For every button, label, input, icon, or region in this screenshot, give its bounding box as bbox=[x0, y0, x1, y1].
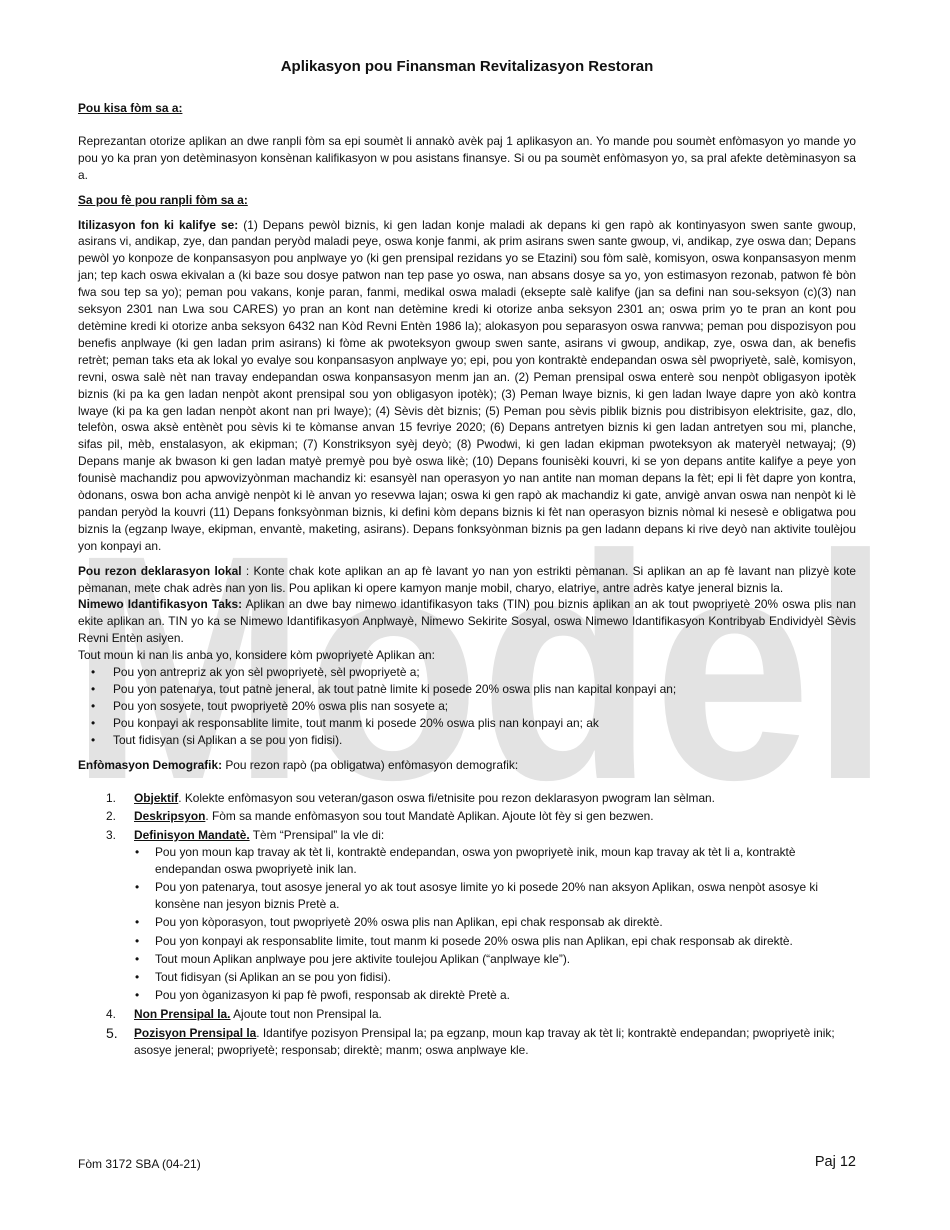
list-item bbox=[78, 808, 856, 825]
item-label: Definisyon Mandatè. bbox=[134, 827, 250, 842]
purpose-heading: Pou kisa fòm sa a: bbox=[78, 101, 183, 115]
location-paragraph bbox=[78, 563, 856, 597]
owners-list bbox=[78, 664, 856, 749]
eligible-uses-paragraph bbox=[78, 217, 856, 555]
form-id: Fòm 3172 SBA (04-21) bbox=[78, 1157, 201, 1171]
list-item bbox=[78, 827, 856, 1004]
owners-intro: Tout moun ki nan lis anba yo, konsidere kòm pwopriyetè Aplikan an: bbox=[78, 648, 435, 663]
watermark-text: Model bbox=[70, 520, 890, 820]
item-number: 5. bbox=[106, 1024, 118, 1041]
list-item: • Tout moun Aplikan anplwaye pou jere aktivite toulejou Aplikan (“anplwaye kle”). bbox=[155, 951, 856, 968]
page-number: Paj 12 bbox=[814, 1154, 856, 1170]
list-item: • Pou yon konpayi ak responsablite limite, tout manm ki posede 20% oswa plis nan Aplikan, epi chak responsab ak direktè. bbox=[155, 933, 856, 950]
tin-label: Nimewo Idantifikasyon Taks: bbox=[78, 597, 243, 612]
item-number: 4. bbox=[106, 1007, 116, 1022]
list-item: • Pou yon antrepriz ak yon sèl pwopriyetè, sèl pwopriyetè a; bbox=[113, 664, 856, 681]
list-item: • Pou yon patenarya, tout asosye jeneral yo ak tout asosye limite yo ki posede 20% nan aksyon Aplikan, oswa nenpòt asosye ki konsène nan jesyon biznis Pretè a. bbox=[155, 879, 856, 913]
eligible-uses-text: (1) Depans pewòl biznis, ki gen ladan konje maladi ak depans ki gen rapò ak kontinyasyon swen sante gwoup, asirans vi, andikap, zye, dan pandan peryòd maladi peye, oswa konje fanmi, ak prim asirans swen sante gwoup, vi, andikap, zye oswa dan; Depans pewòl yo konpoze de konpansasyon pou anplwaye yo (ki gen prensipal rezidans yo se Etazini) sou fòm salè, komisyon, oswa konpansasyon menm jan; tep kach oswa ekivalan a (ki baze sou dosye patwon nan tep pase yo oswa, nan absans dosye sa yo, yon estimasyon rezonab, patwon fè bòn fwa sou tep sa yo); peman pou vakans, konje paran, fanmi, medikal oswa maladi (eksepte salè kalifye (jan sa defini nan sou-seksyon (c)(3) nan seksyon 2301 nan Lwa sou CARES) yo pran an kont nan detèmine kredi ki otorize anba seksyon 2301 an; oswa prim yo te pran an kont pou detèmine kredi ki otorize anba seksyon 6432 nan Kòd Revni Entèn 1986 la); alokasyon pou separasyon oswa ranvwa; peman pou dispozisyon pou benefis anplwaye (ki gen ladan prim asirans) ki fòme ak pwoteksyon gwoup swen sante, asirans vi gwoup, andikap, zye, oswa dan, ak benefis retrèt; peman taks eta ak lokal yo evalye sou konpansasyon anplwaye yo; epi, pou yon kontraktè endepandan oswa sèl pwopriyetè, salè, komisyon, revni, oswa salè nèt nan travay endepandan oswa konpansasyon menm jan an. (2) Peman prensipal oswa enterè sou nenpòt obligasyon ipotèk biznis (ki pa ka gen ladan nenpòt akont prensipal sou yon obligasyon ipotèk); (3) Peman lwaye biznis, ki gen ladan lwaye dapre yon akò kontra lwaye (ki pa ka gen ladan nenpòt akont nan pri lwaye); (4) Sèvis dèt biznis; (5) Peman pou sèvis piblik biznis pou distribisyon elektrisite, gaz, dlo, telefòn, oswa aksè entènèt pou sèvis ki te kòmanse anvan 15 fevriye 2020; (6) Depans antretyen biznis ki gen ladan antretyen sou mi, planche, sifas pil, mèb, enstalasyon, ak ekipman; (7) Konstriksyon syèj deyò; (8) Pwodwi, ki gen ladan ekipman pwoteksyon ak materyèl netwayaj; (9) Depans manje ak bwason ki gen ladan matyè premyè pou byè oswa likè; (10) Depans founisèki kouvri, ki se yon depans antite kalifye a peye yon founisè machandiz pou apwovizyònman machandiz ki: esansyèl nan operasyon yo nan antite nan moman depans la fèt; epi li fèt dapre yon kontra, òdonans, oswa bon acha anvigè nenpòt ki lè anvan yo resevwa lajan; oswa ki gen rapò ak machandiz ki gate, anvigè anvan oswa nan nenpòt ki lè pandan peryòd la kouvri (11) Depans fonksyònman biznis, ki defini kòm depans biznis ki fèt nan operasyon biznis nòmal ki nesesè e obligatwa pou biznis la (egzanp lwaye, ekipman, envantè, maketing, asirans). Depans fonksyònman biznis pa gen ladann depans ki rive deyò nan aktivite toulèjou yon konpayi an. bbox=[78, 217, 856, 553]
item-text: . Fòm sa mande enfòmasyon sou tout Mandatè Aplikan. Ajoute lòt fèy si gen bezwen. bbox=[205, 809, 654, 824]
list-item: • Pou yon patenarya, tout patnè jeneral, ak tout patnè limite ki posede 20% oswa plis nan kapital konpayi an; bbox=[113, 681, 856, 698]
list-item: • Tout fidisyan (si Aplikan a se pou yon fidisi). bbox=[113, 732, 856, 749]
item-number: 1. bbox=[106, 790, 116, 805]
list-item bbox=[78, 790, 856, 807]
demographic-paragraph bbox=[78, 757, 856, 774]
item-text: Ajoute tout non Prensipal la. bbox=[230, 1007, 382, 1022]
list-item: • Tout fidisyan (si Aplikan an se pou yon fidisi). bbox=[155, 969, 856, 986]
list-item: • Pou yon sosyete, tout pwopriyetè 20% oswa plis nan sosyete a; bbox=[113, 698, 856, 715]
item-number: 3. bbox=[106, 827, 116, 842]
tin-text: Aplikan an dwe bay nimewo idantifikasyon taks (TIN) pou biznis aplikan an ak tout pwopriyetè 20% oswa plis nan ekite aplikan an. TIN yo ka se Nimewo Idantifikasyon Anplwayè, Nimewo Sekirite Sosyal, oswa Nimewo Idantifikasyon Kontribyab Endividyèl Sèvis Revni Entèn asiyen. bbox=[78, 597, 857, 646]
item-text: . Idantifye pozisyon Prensipal la; pa egzanp, moun kap travay ak tèt li; kontraktè endepandan; pwopriyetè inik; asosye jeneral; pwopriyetè; responsab; direktè; manm; oswa anplwaye kle. bbox=[134, 1025, 835, 1057]
item-label: Objektif bbox=[134, 790, 179, 805]
list-item: • Pou konpayi ak responsablite limite, tout manm ki posede 20% oswa plis nan konpayi an; ak bbox=[113, 715, 856, 732]
list-item: • Pou yon moun kap travay ak tèt li, kontraktè endepandan, oswa yon pwopriyetè inik, moun kap travay ak tèt li a, kontraktè endepandan oswa pwopriyetè inik lan. bbox=[155, 844, 856, 878]
list-item bbox=[78, 1025, 856, 1059]
document-body bbox=[78, 100, 856, 1060]
item-label: Deskripsyon bbox=[134, 809, 206, 824]
demographic-label: Enfòmasyon Demografik: bbox=[78, 757, 223, 772]
demographic-text: Pou rezon rapò (pa obligatwa) enfòmasyon demografik: bbox=[222, 757, 519, 772]
instructions-heading: Sa pou fè pou ranpli fòm sa a: bbox=[78, 192, 248, 207]
demographic-list bbox=[78, 790, 856, 1059]
location-text: : Konte chak kote aplikan an ap fè lavant yo nan yon estrikti pèmanan. Si aplikan an ap fè lavant nan plizyè kote pèmanan, mete chak adrès nan yon lis. Pou aplikan ki opere kamyon manje mobil, charyo, elatriye, antre adrès katye jeneral biznis la. bbox=[78, 563, 857, 595]
item-label: Non Prensipal la. bbox=[134, 1007, 231, 1022]
document-page bbox=[78, 0, 856, 1230]
list-item bbox=[78, 1006, 856, 1023]
eligible-uses-label: Itilizasyon fon ki kalifye se: bbox=[78, 217, 239, 232]
list-item: • Pou yon kòporasyon, tout pwopriyetè 20% oswa plis nan Aplikan, epi chak responsab ak direktè. bbox=[155, 914, 856, 931]
location-label: Pou rezon deklarasyon lokal bbox=[78, 563, 242, 578]
principal-definitions-list bbox=[134, 844, 856, 1005]
item-number: 2. bbox=[106, 809, 116, 824]
item-text: Tèm “Prensipal” la vle di: bbox=[249, 827, 385, 842]
list-item: • Pou yon òganizasyon ki pap fè pwofi, responsab ak direktè Pretè a. bbox=[155, 987, 856, 1004]
tin-paragraph bbox=[78, 596, 856, 647]
item-text: . Kolekte enfòmasyon sou veteran/gason oswa fi/etnisite pou rezon deklarasyon pwogram lan sèlman. bbox=[178, 790, 715, 805]
page-title: Aplikasyon pou Finansman Revitalizasyon Restoran bbox=[280, 58, 654, 75]
purpose-text: Reprezantan otorize aplikan an dwe ranpli fòm sa epi soumèt li annakò avèk paj 1 aplikasyon an. Yo mande pou soumèt enfòmasyon yo mande yo pou yo ka pran yon detèminasyon konsènan kalifikasyon w pou asistans finansye. Si ou pa soumèt enfòmasyon yo, sa pral afekte detèminasyon sa a. bbox=[78, 133, 856, 182]
item-label: Pozisyon Prensipal la bbox=[134, 1025, 257, 1040]
